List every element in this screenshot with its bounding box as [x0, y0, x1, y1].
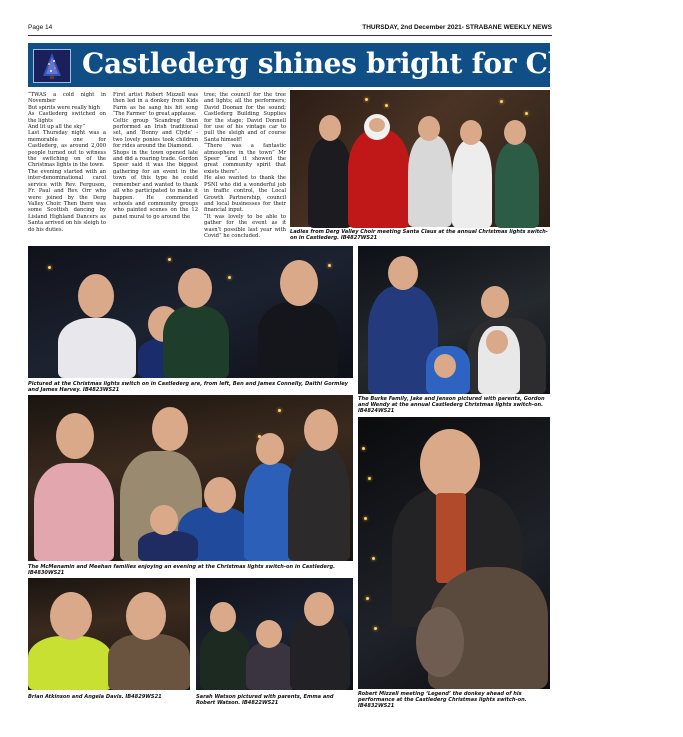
photo-choir-santa: [290, 90, 550, 227]
photo-mizzell-donkey: [358, 417, 550, 689]
article-column-3: tree; the council for the tree and lights; all the performers; David Doonan for the sound; Castlederg Building Supplies for the stage; David Donnell for use of his vintage car to pull the sleigh and of course Santa himself! “There was a fantastic atmosphere in the town” Mr Speer “and it showed the great community spirit that exists there”. He also wanted to thank the PSNI who did a wonderful job in traffic control, the Local Growth Partnership, council and local businesses for their financial input. “It was lovely to be able to gather for the event as it wasn’t possible last year with Covid” he concluded.: [204, 92, 286, 239]
page-header: [28, 24, 552, 34]
photo-connelly-boys: [28, 246, 353, 378]
photo-atkinson-davis: [28, 578, 190, 690]
article-column-2: First artist Robert Mizzell was then led in a donkey from Kids Farm as he sang his hit song ‘The Farmer’ to great applause. Celtic group ‘Scandreg’ then performed an Irish traditional set, and ‘Bonny and Clyde’ - two lovely ponies took children for rides around the Diamond. Shops in the town opened late and did a roaring trade. Gordon Speer said it was the biggest gathering for an event in the town of this type he could remember and wanted to thank all who participated to make it happen. He commended schools and community groups who painted scenes on the 12 panel mural to go around the: [113, 92, 198, 220]
caption-choir: Ladies from Derg Valley Choir meeting Santa Claus at the annual Christmas lights switch-on in Castlederg. IB4827WS21: [290, 229, 548, 241]
photo-watson-family: [196, 578, 353, 690]
photo-mcmenamin-meehan: [28, 395, 353, 561]
header-rule: [28, 35, 552, 36]
issue-date: THURSDAY, 2nd December 2021- STRABANE WEEKLY NEWS: [362, 24, 552, 31]
article-column-1: “TWAS a cold night in November But spirits were really high As Castlederg switched on the lights And lit up all the sky” Last Thursday night was a memorable one for Castlederg, as around 2,000 people turned out to witness the switching on of the Christmas lights in the town. The evening started with an inter-denominational carol service with Rev. Ferguson, Fr. Paul and Rev. Orr who were joined by the Derg Valley Choir. Then there was some Scottish dancing by Lisland Highland Dancers as Santa arrived on his sleigh to do his duties.: [28, 92, 106, 233]
christmas-tree-icon: [33, 49, 71, 83]
caption-burke: The Burke Family, Jake and Jenson pictured with parents, Gordon and Wendy at the annual Castlederg Christmas lights switch-on. IB4824WS21: [358, 396, 545, 414]
caption-mizzell: Robert Mizzell meeting ‘Legend’ the donkey ahead of his performance at the Castlederg Christmas lights switch-on. IB4832WS21: [358, 691, 527, 709]
caption-mcmenamin: The McMenamin and Meehan families enjoying an evening at the Christmas lights switch-on in Castlederg. IB4830WS21: [28, 564, 336, 576]
page-number: Page 14: [28, 24, 53, 31]
caption-atkinson: Brian Atkinson and Angela Davis. IB4829WS21: [28, 694, 162, 700]
photo-burke-family: [358, 246, 550, 394]
caption-watson: Sarah Watson pictured with parents, Emma and Robert Watson. IB4822WS21: [196, 694, 334, 706]
headline-title: Castlederg shines bright for Christmas: [82, 47, 683, 80]
caption-connelly: Pictured at the Christmas lights switch on in Castlederg are, from left, Ben and James Connelly, Daithi Gormley and James Harvey. IB4823WS21: [28, 381, 348, 393]
headline-banner: [28, 43, 683, 87]
